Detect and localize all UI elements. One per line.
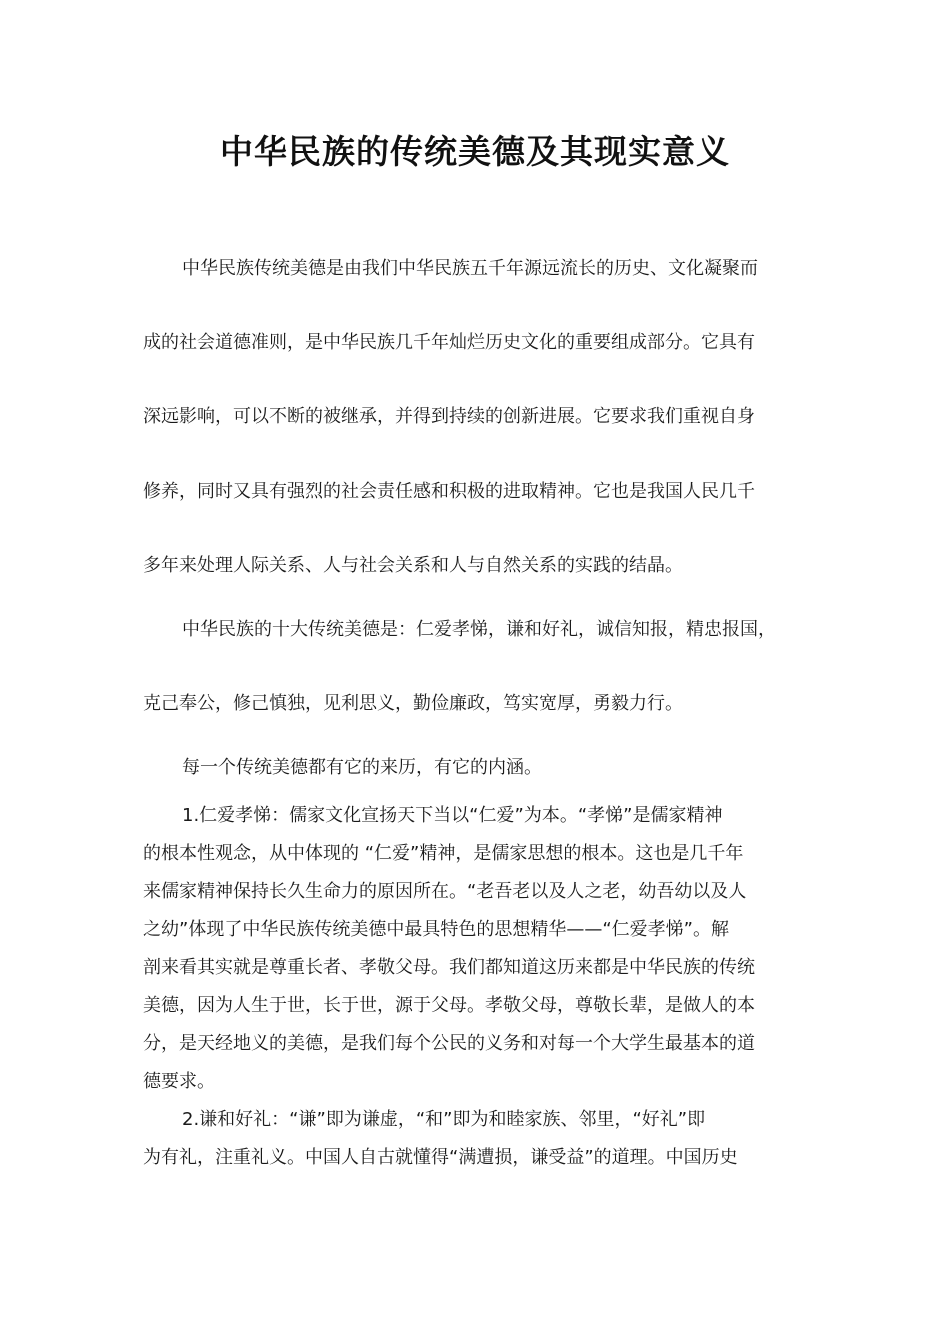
paragraph-line: 德要求。 — [143, 1071, 215, 1092]
paragraph-line: 中华民族的十大传统美德是：仁爱孝悌，谦和好礼，诚信知报，精忠报国， — [182, 619, 776, 640]
paragraph-line: 的根本性观念，从中体现的 “仁爱”精神，是儒家思想的根本。这也是几千年 — [143, 843, 744, 864]
paragraph-line: 分，是天经地义的美德，是我们每个公民的义务和对每一个大学生最基本的道 — [143, 1033, 755, 1054]
paragraph-line: 每一个传统美德都有它的来历，有它的内涵。 — [182, 757, 542, 778]
paragraph-line: 来儒家精神保持长久生命力的原因所在。“老吾老以及人之老，幼吾幼以及人 — [143, 881, 747, 902]
paragraph-line: 剖来看其实就是尊重长者、孝敬父母。我们都知道这历来都是中华民族的传统 — [143, 957, 755, 978]
document-title: 中华民族的传统美德及其现实意义 — [220, 132, 730, 171]
paragraph-line: 多年来处理人际关系、人与社会关系和人与自然关系的实践的结晶。 — [143, 555, 683, 576]
paragraph-line: 深远影响，可以不断的被继承，并得到持续的创新进展。它要求我们重视自身 — [143, 406, 755, 427]
paragraph-line: 2.谦和好礼：“谦”即为谦虚，“和”即为和睦家族、邻里，“好礼”即 — [182, 1109, 706, 1130]
paragraph-line: 中华民族传统美德是由我们中华民族五千年源远流长的历史、文化凝聚而 — [182, 258, 758, 279]
paragraph-line: 美德，因为人生于世，长于世，源于父母。孝敬父母，尊敬长辈，是做人的本 — [143, 995, 755, 1016]
paragraph-line: 1.仁爱孝悌：儒家文化宣扬天下当以“仁爱”为本。“孝悌”是儒家精神 — [182, 805, 723, 826]
paragraph-line: 之幼”体现了中华民族传统美德中最具特色的思想精华——“仁爱孝悌”。解 — [143, 919, 729, 940]
paragraph-line: 为有礼，注重礼义。中国人自古就懂得“满遭损，谦受益”的道理。中国历史 — [143, 1147, 738, 1168]
paragraph-line: 成的社会道德准则，是中华民族几千年灿烂历史文化的重要组成部分。它具有 — [143, 332, 755, 353]
paragraph-line: 克己奉公，修己慎独，见利思义，勤俭廉政，笃实宽厚，勇毅力行。 — [143, 693, 683, 714]
paragraph-line: 修养，同时又具有强烈的社会责任感和积极的进取精神。它也是我国人民几千 — [143, 481, 755, 502]
